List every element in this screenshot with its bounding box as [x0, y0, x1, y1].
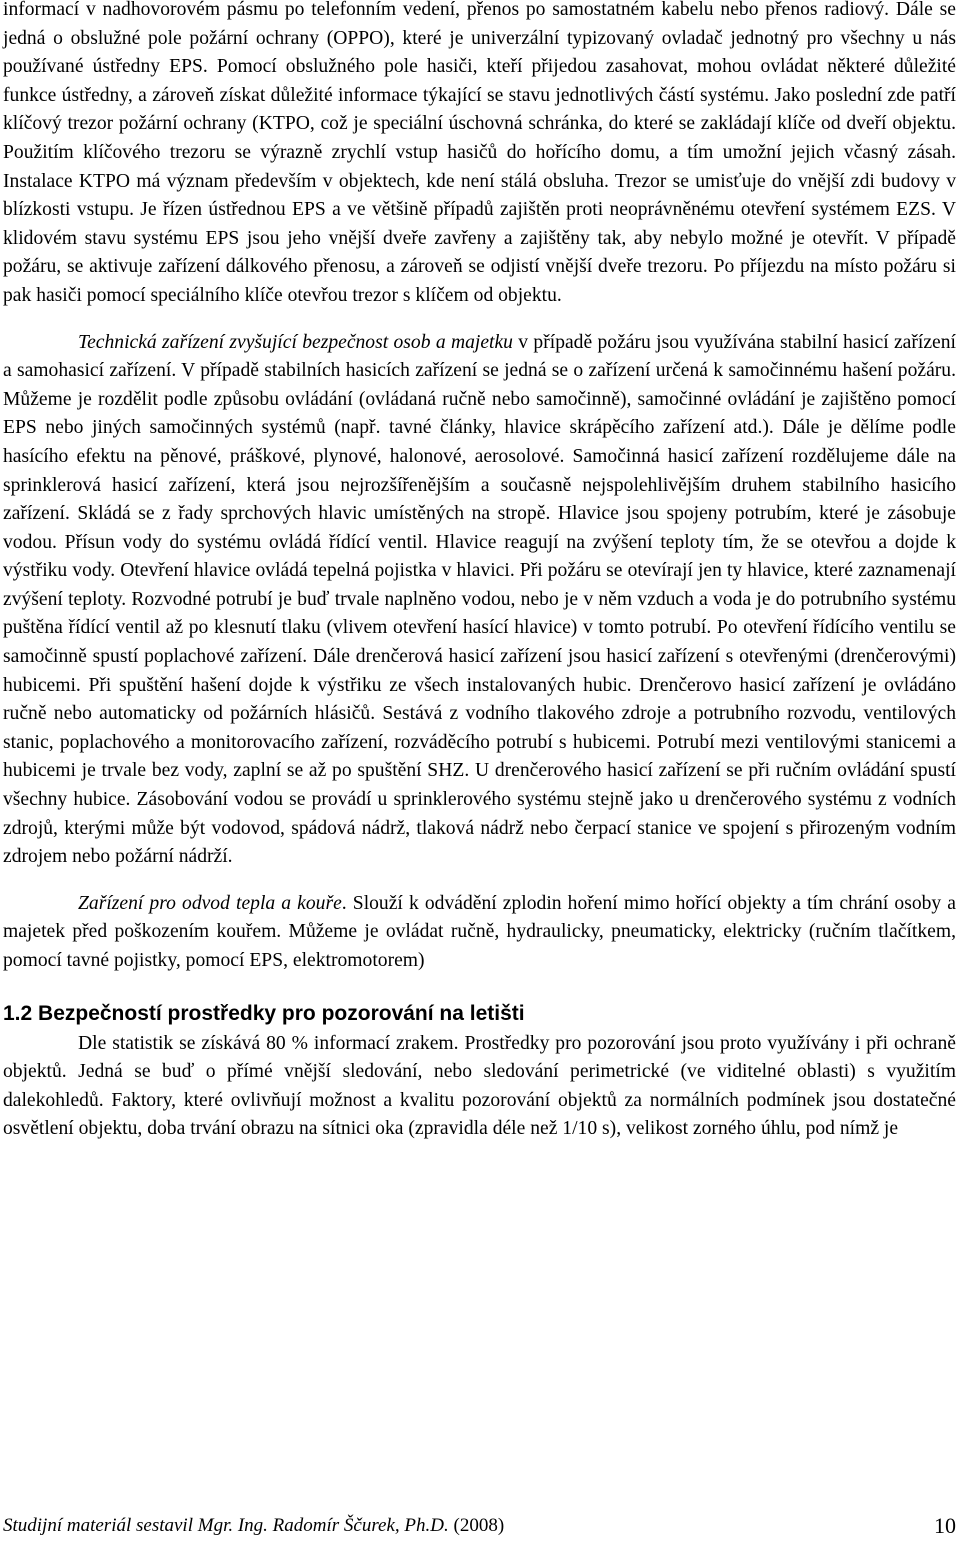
footer-credit: Studijní materiál sestavil Mgr. Ing. Radomír Ščurek, Ph.D. — [3, 1515, 449, 1536]
paragraph-observation: Dle statistik se získává 80 % informací zrakem. Prostředky pro pozorování jsou proto využívány i při ochraně objektů. Jedná se buď o přímé vnější sledování, nebo sledování perimetrické (ve viditelné oblasti) s využitím dalekohledů. Faktory, které ovlivňují možnost a kvalitu pozorování objektů za normálních podmínek jsou dostatečné osvětlení objektu, doba trvání obrazu na sítnici oka (zpravidla déle než 1/10 s), velikost zorného úhlu, pod nímž je — [3, 1032, 956, 1140]
paragraph-body-fire-suppression: v případě požáru jsou využívána stabilní hasicí zařízení a samohasicí zařízení. V případě stabilních hasicích zařízení se jedná se o zařízení určená k samočinnému hašení požáru. Můžeme je rozdělit podle způsobu ovládání (ovládaná ručně nebo samočinně), samočinné ovládání je zajištěno pomocí EPS nebo jiných samočinných systémů (např. tavné články, hlavice skrápěcího zařízení atd.). Dále je dělíme podle hasícího efektu na pěnové, práškové, plynové, halonové, aerosolové. Samočinná hasicí zařízení rozdělujeme dále na sprinklerová hasicí zařízení, která jsou nejrozšířenějším a současně nejspolehlivějším druhem stabilního hasicího zařízení. Skládá se z řady sprchových hlavic umístěných na stropě. Hlavice jsou spojeny potrubím, které je zásobuje vodou. Přísun vody do systému ovládá řídící ventil. Hlavice reagují na zvýšení teploty tím, že se otevřou a dojde k výstřiku vody. Otevření hlavice ovládá tepelná pojistka v hlavici. Při požáru se otevírají jen ty hlavice, které zaznamenají zvýšení teploty. Rozvodné potrubí je buď trvale naplněno vodou, nebo je v něm vzduch a voda je do potrubního systému puštěna řídící ventil až po klesnutí tlaku (vlivem otevření hasící hlavice) v tomto potrubí. Po otevření řídícího ventilu se samočinně spustí poplachové zařízení. Dále drenčerová hasicí zařízení jsou hasicí zařízení s otevřenými (drenčerovými) hubicemi. Při spuštění hašení dojde k výstřiku ze všech instalovaných hubic. Drenčerovo hasicí zařízení je ovládáno ručně nebo automaticky od požárních hlásičů. Sestává z vodního tlakového zdroje a potrubního rozvodu, ventilových stanic, poplachového a monitorovacího zařízení, rozváděcího potrubí s hubicemi. Potrubí mezi ventilovými stanicemi a hubicemi je trvale bez vody, zaplní se až po spuštění SHZ. U drenčerového hasicí zařízení se při ručním ovládání spustí všechny hubice. Zásobování vodou se provádí u sprinklerového systému stejně jako u drenčerového systému z vodních zdrojů, kterými může být vodovod, spádová nádrž, tlaková nádrž nebo čerpací stanice ve spojení s přirozeným vodním zdrojem nebo požární nádrží. — [3, 331, 956, 868]
paragraph-body-smoke-extraction: . Slouží k odvádění zplodin hoření mimo hořící objekty a tím chrání osoby a majetek před poškozením kouřem. Můžeme je ovládat ručně, hydraulicky, pneumaticky, elektricky (ručním tlačítkem, pomocí tavné pojistky, pomocí EPS, elektromotorem) — [3, 892, 957, 971]
paragraph-smoke-extraction — [3, 890, 956, 976]
page-number: 10 — [934, 1513, 956, 1538]
paragraph-lead-fire-suppression: Technická zařízení zvyšující bezpečnost osob a majetku — [78, 331, 513, 353]
paragraph-fire-suppression — [3, 329, 956, 872]
footer-year: (2008) — [448, 1515, 505, 1536]
footer-credit-line — [3, 1513, 504, 1539]
paragraph-eps-control: informací v nadhovorovém pásmu po telefonním vedení, přenos po samostatném kabelu nebo přenos radiový. Dále se jedná o obslužné pole požární ochrany (OPPO), které je univerzální typizovaný ovladač jednotný pro všechny u nás používané ústředny EPS. Pomocí obslužného pole hasiči, kteří přijedou zasahovat, mohou ovládat některé důležité funkce ústředny, a zároveň získat důležité informace týkající se stavu jednotlivých částí systému. Jako poslední zde patří klíčový trezor požární ochrany (KTPO, což je speciální úschovná schránka, do které se zakládají klíče od dveří objektu. Použitím klíčového trezoru se výrazně zrychlí vstup hasičů do hořícího domu, a tím umožní jejich včasný zásah. Instalace KTPO má význam především v objektech, kde není stálá obsluha. Trezor se umisťuje do vnější zdi budovy v blízkosti vstupu. Je řízen ústřednou EPS a ve většině případů zajištěn proti neoprávněnému otevření systémem EZS. V klidovém stavu systému EPS jsou jeho vnější dveře zavřeny a zajištěny tak, aby nebylo možné je otevřít. V případě požáru, se aktivuje zařízení dálkového přenosu, a zároveň se odjistí vnější dveře trezoru. Po příjezdu na místo požáru si pak hasiči pomocí speciálního klíče otevřou trezor s klíčem od objektu. — [3, 0, 956, 306]
section-heading: 1.2 Bezpečností prostředky pro pozorování na letišti — [3, 1001, 525, 1025]
document-page — [3, 0, 956, 1144]
paragraph-lead-smoke-extraction: Zařízení pro odvod tepla a kouře — [78, 892, 342, 914]
page-footer — [3, 1513, 956, 1541]
